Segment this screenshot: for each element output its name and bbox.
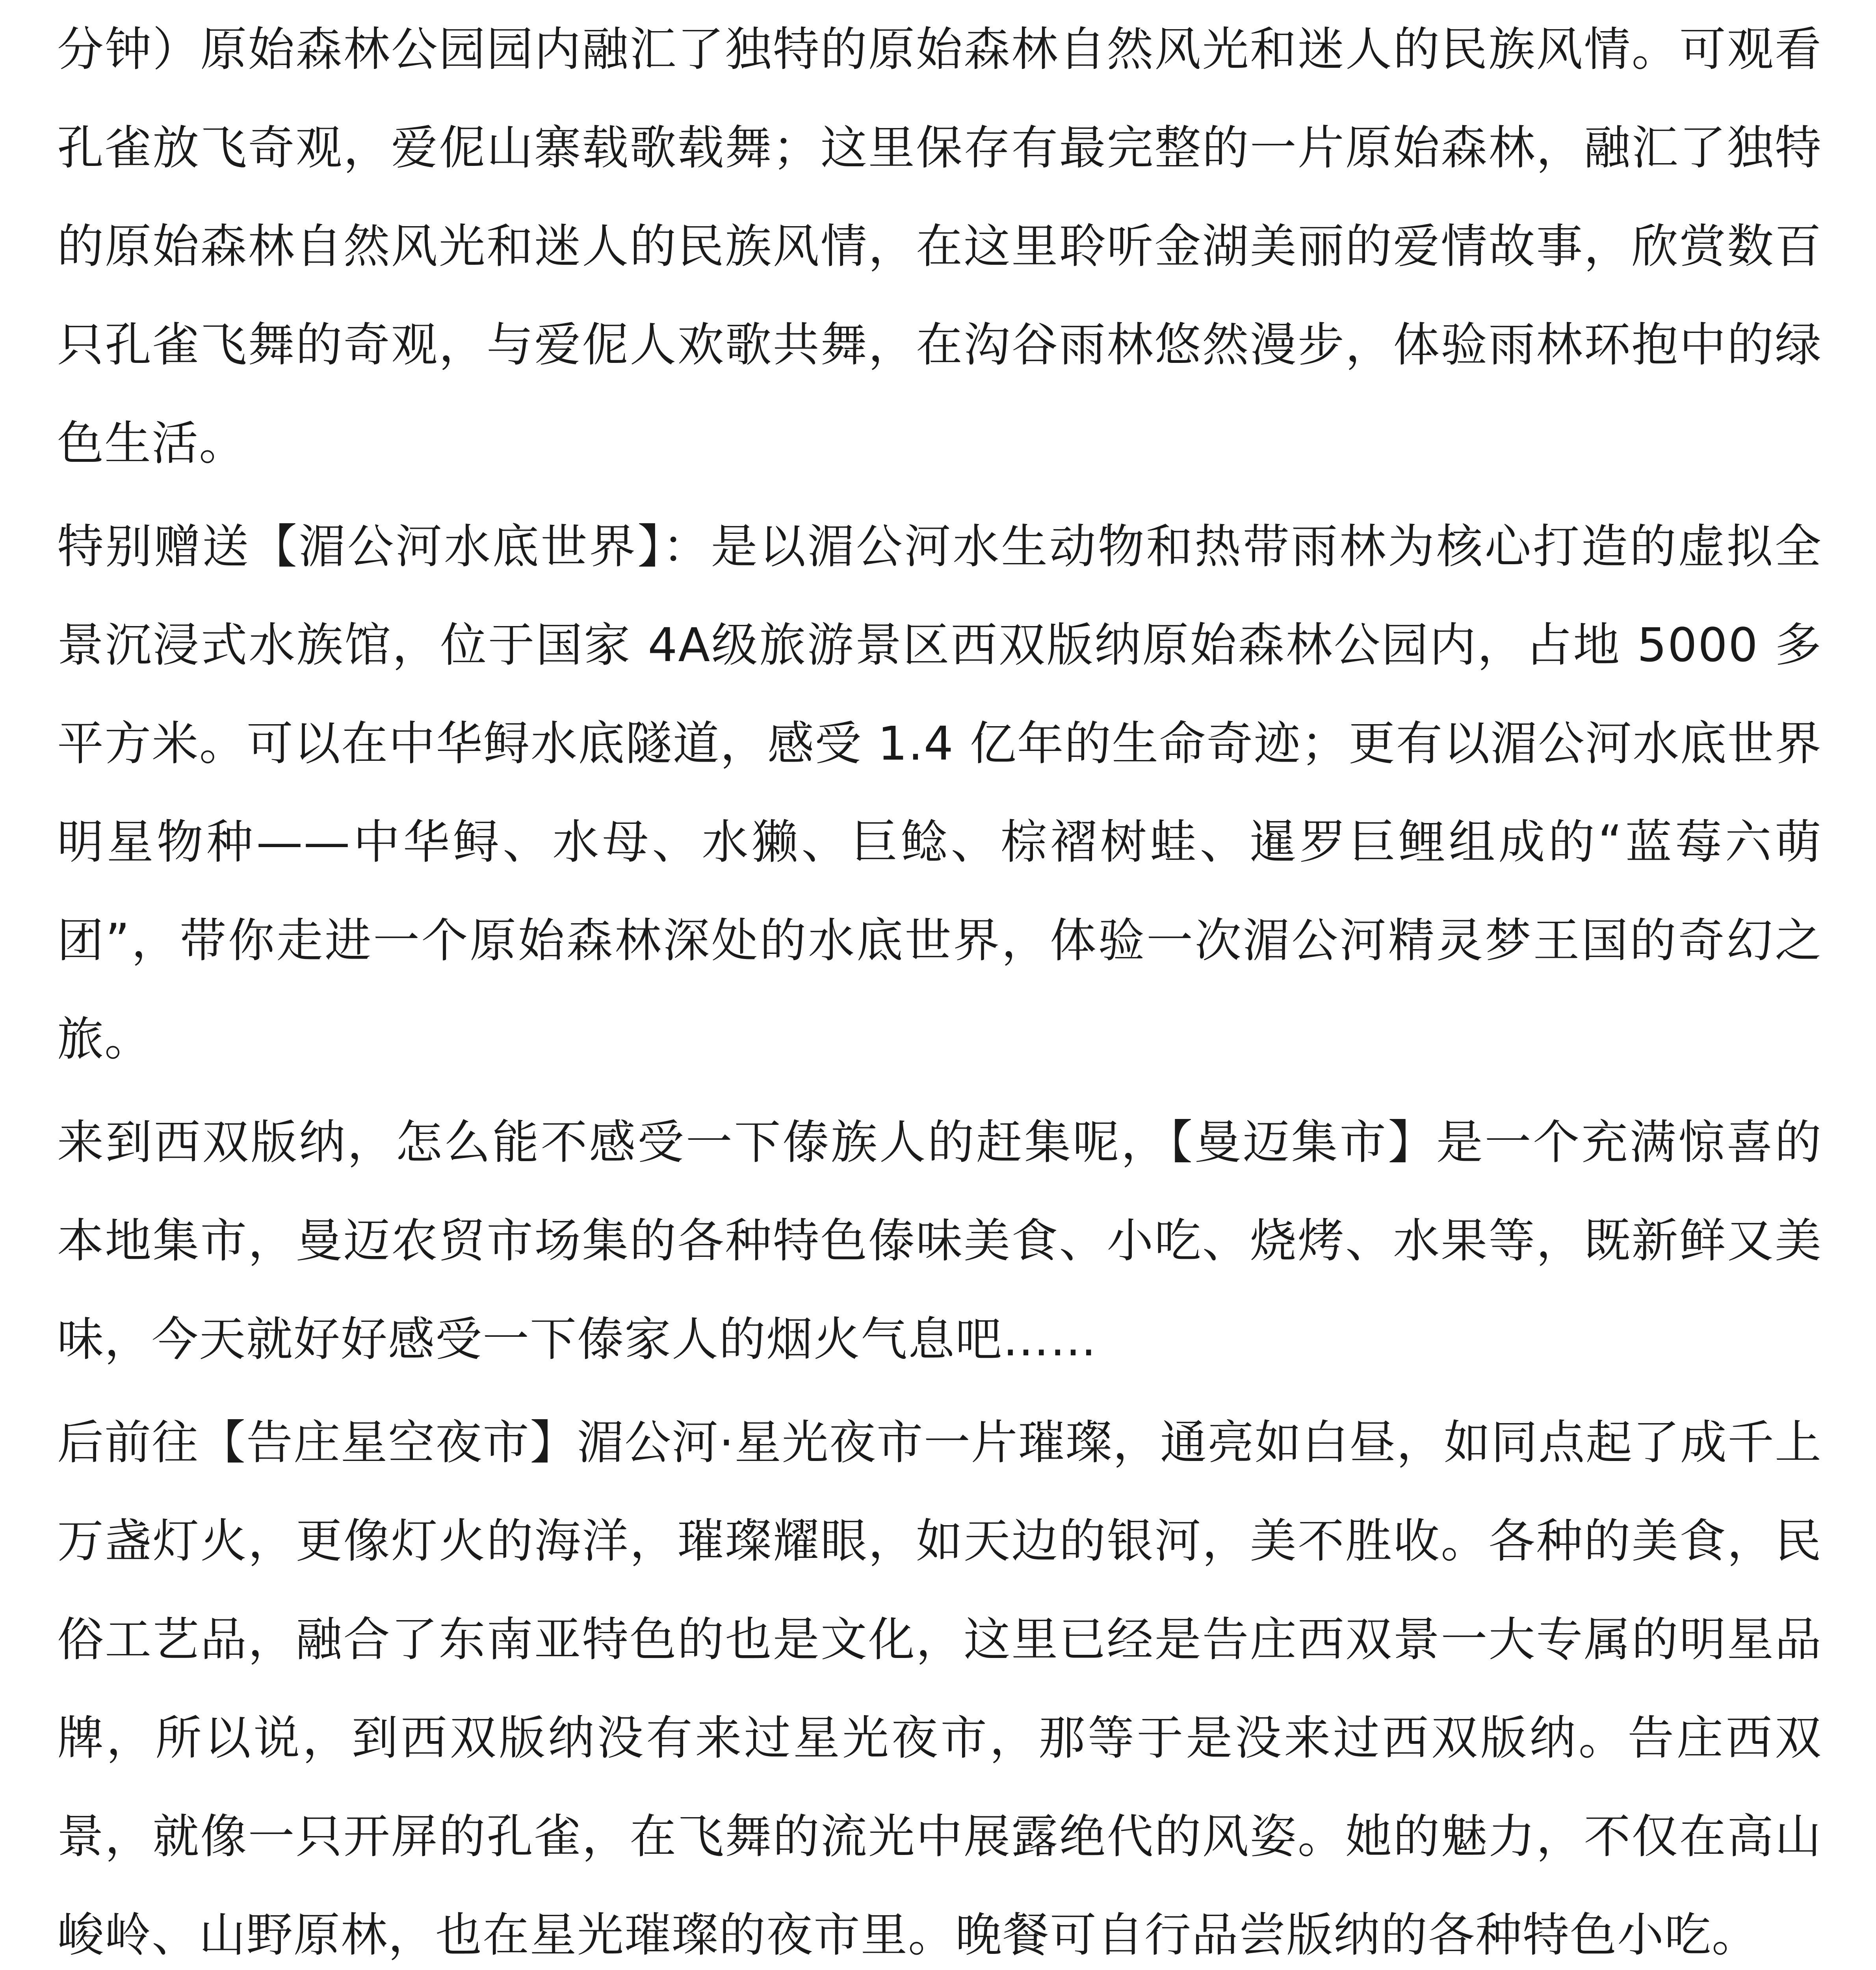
paragraph-forest-park: 分钟）原始森林公园园内融汇了独特的原始森林自然风光和迷人的民族风情。可观看孔雀放飞奇观，爱伲山寨载歌载舞；这里保存有最完整的一片原始森林，融汇了独特的原始森林自然风光和迷人的民族风情，在这里聆听金湖美丽的爱情故事，欣赏数百只孔雀飞舞的奇观，与爱伲人欢歌共舞，在沟谷雨林悠然漫步，体验雨林环抱中的绿色生活。 — [57, 22, 1822, 470]
document-body — [57, 0, 1822, 1970]
paragraph-gaozhuang-night-market: 后前往【告庄星空夜市】湄公河·星光夜市一片璀璨，通亮如白昼，如同点起了成千上万盏灯火，更像灯火的海洋，璀璨耀眼，如天边的银河，美不胜收。各种的美食，民俗工艺品，融合了东南亚特色的也是文化，这里已经是告庄西双景一大专属的明星品牌，所以说，到西双版纳没有来过星光夜市，那等于是没来过西双版纳。告庄西双景，就像一只开屏的孔雀，在飞舞的流光中展露绝代的风姿。她的魅力，不仅在高山峻岭、山野原林，也在星光璀璨的夜市里。晚餐可自行品尝版纳的各种特色小吃。 — [57, 1415, 1822, 1962]
paragraph-manmai-market: 来到西双版纳，怎么能不感受一下傣族人的赶集呢，【曼迈集市】是一个充满惊喜的本地集市，曼迈农贸市场集的各种特色傣味美食、小吃、烧烤、水果等，既新鲜又美味，今天就好好感受一下傣家人的烟火气息吧…… — [57, 1115, 1822, 1366]
paragraph-mekong-underwater-world: 特别赠送【湄公河水底世界】：是以湄公河水生动物和热带雨林为核心打造的虚拟全景沉浸式水族馆，位于国家 4A级旅游景区西双版纳原始森林公园内，占地 5000 多平方米。可以在中华鲟水底隧道，感受 1.4 亿年的生命奇迹；更有以湄公河水底世界明星物种——中华鲟、水母、水獭、巨鲶、棕褶树蛙、暹罗巨鲤组成的“蓝莓六萌团”，带你走进一个原始森林深处的水底世界，体验一次湄公河精灵梦王国的奇幻之旅。 — [57, 519, 1822, 1066]
